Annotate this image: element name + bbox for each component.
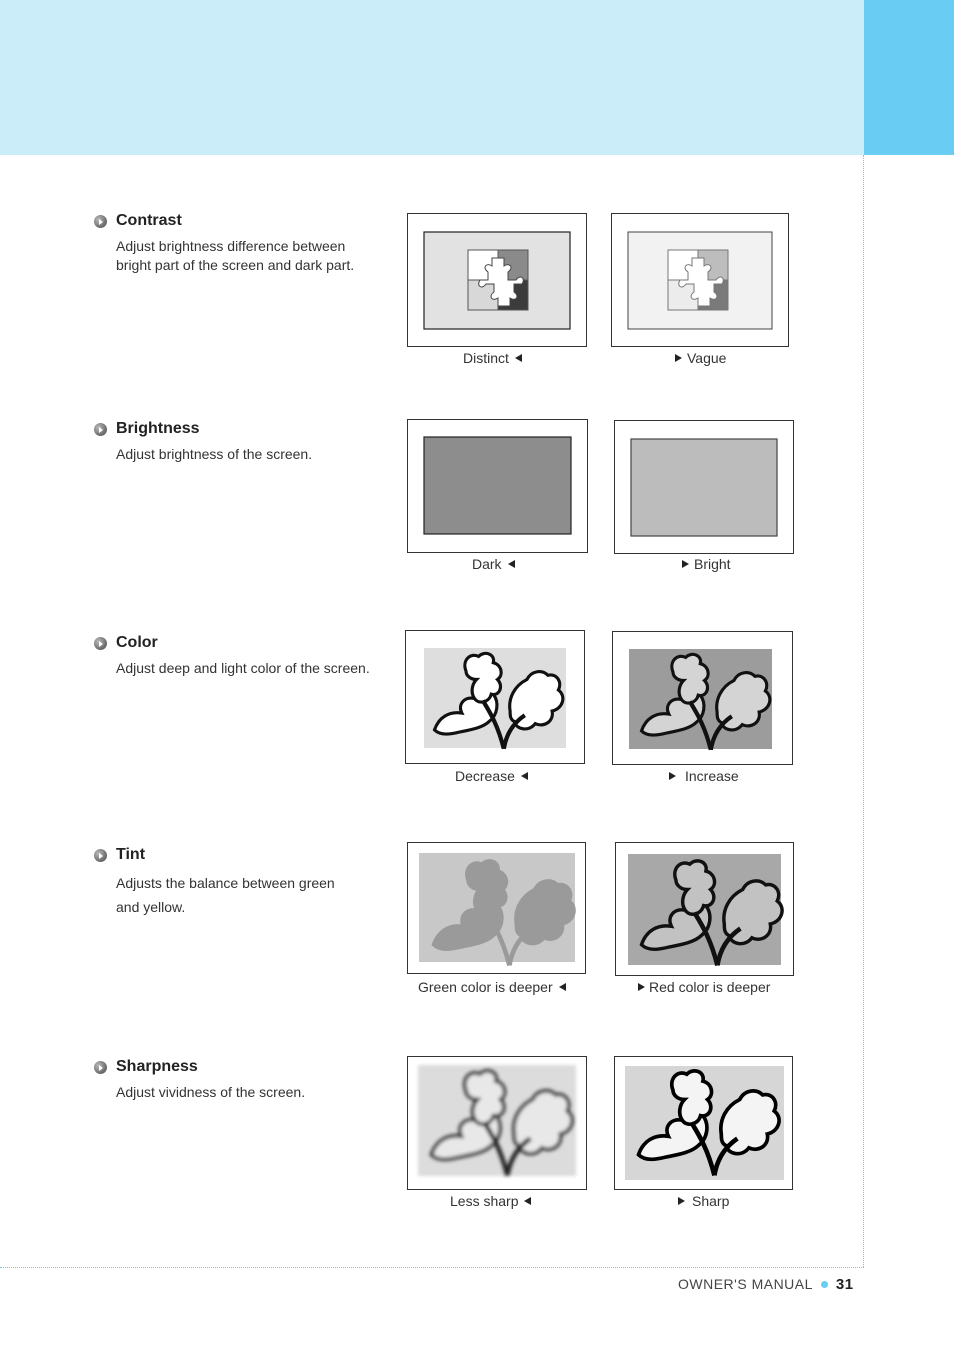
preview-red-deeper bbox=[615, 842, 794, 976]
preview-green-deeper bbox=[407, 842, 586, 974]
section-title: Color bbox=[116, 634, 158, 651]
margin-rule-vertical bbox=[863, 155, 864, 1267]
caption-bright: Bright bbox=[682, 556, 731, 572]
bullet-icon bbox=[94, 423, 107, 436]
caption-decrease: Decrease bbox=[455, 768, 528, 784]
preview-sharp bbox=[614, 1056, 793, 1190]
leaf-light-image bbox=[406, 631, 584, 763]
header-tab bbox=[864, 0, 954, 155]
caption-dark: Dark bbox=[472, 556, 515, 572]
caption-distinct: Distinct bbox=[463, 350, 522, 366]
bullet-icon bbox=[94, 849, 107, 862]
section-description: Adjusts the balance between green and yellow. bbox=[116, 875, 335, 915]
arrow-left-icon bbox=[508, 560, 515, 568]
preview-less-sharp bbox=[407, 1056, 587, 1190]
arrow-right-icon bbox=[682, 560, 689, 568]
arrow-right-icon bbox=[669, 772, 676, 780]
leaf-red-image bbox=[616, 843, 793, 975]
bullet-icon bbox=[94, 637, 107, 650]
arrow-right-icon bbox=[675, 354, 682, 362]
arrow-left-icon bbox=[521, 772, 528, 780]
footer-label: OWNER'S MANUAL bbox=[678, 1276, 813, 1292]
margin-rule-horizontal bbox=[0, 1267, 864, 1268]
brightness-dark-image bbox=[408, 420, 587, 552]
bullet-icon bbox=[94, 215, 107, 228]
brightness-bright-image bbox=[615, 421, 793, 553]
arrow-left-icon bbox=[515, 354, 522, 362]
leaf-sharp-image bbox=[615, 1057, 792, 1189]
leaf-green-image bbox=[408, 843, 585, 973]
caption-red-deeper: Red color is deeper bbox=[638, 979, 770, 995]
arrow-left-icon bbox=[524, 1197, 531, 1205]
caption-sharp: Sharp bbox=[678, 1193, 729, 1209]
contrast-high-image bbox=[408, 214, 586, 346]
section-description: Adjust vividness of the screen. bbox=[116, 1084, 306, 1100]
arrow-right-icon bbox=[638, 983, 645, 991]
leaf-blurry-image bbox=[408, 1057, 586, 1189]
section-title: Sharpness bbox=[116, 1058, 198, 1075]
arrow-left-icon bbox=[559, 983, 566, 991]
footer-dot-icon bbox=[821, 1281, 828, 1288]
page-footer bbox=[678, 1276, 854, 1293]
section-description: Adjust brightness of the screen. bbox=[116, 446, 313, 462]
section-description: Adjust deep and light color of the screen. bbox=[116, 660, 370, 676]
leaf-dark-image bbox=[613, 632, 792, 764]
section-description: Adjust brightness difference between bright part of the screen and dark part. bbox=[116, 238, 355, 273]
caption-green-deeper: Green color is deeper bbox=[418, 979, 566, 995]
preview-increase bbox=[612, 631, 793, 765]
bullet-icon bbox=[94, 1061, 107, 1074]
section-title: Contrast bbox=[116, 212, 182, 229]
preview-distinct bbox=[407, 213, 587, 347]
page-number: 31 bbox=[835, 1276, 854, 1293]
caption-increase: Increase bbox=[669, 768, 739, 784]
preview-dark bbox=[407, 419, 588, 553]
contrast-low-image bbox=[612, 214, 788, 346]
header-band bbox=[0, 0, 864, 155]
preview-bright bbox=[614, 420, 794, 554]
arrow-right-icon bbox=[678, 1197, 685, 1205]
section-title: Tint bbox=[116, 846, 146, 863]
preview-vague bbox=[611, 213, 789, 347]
caption-less-sharp: Less sharp bbox=[450, 1193, 531, 1209]
caption-vague: Vague bbox=[675, 350, 726, 366]
section-title: Brightness bbox=[116, 420, 200, 437]
preview-decrease bbox=[405, 630, 585, 764]
